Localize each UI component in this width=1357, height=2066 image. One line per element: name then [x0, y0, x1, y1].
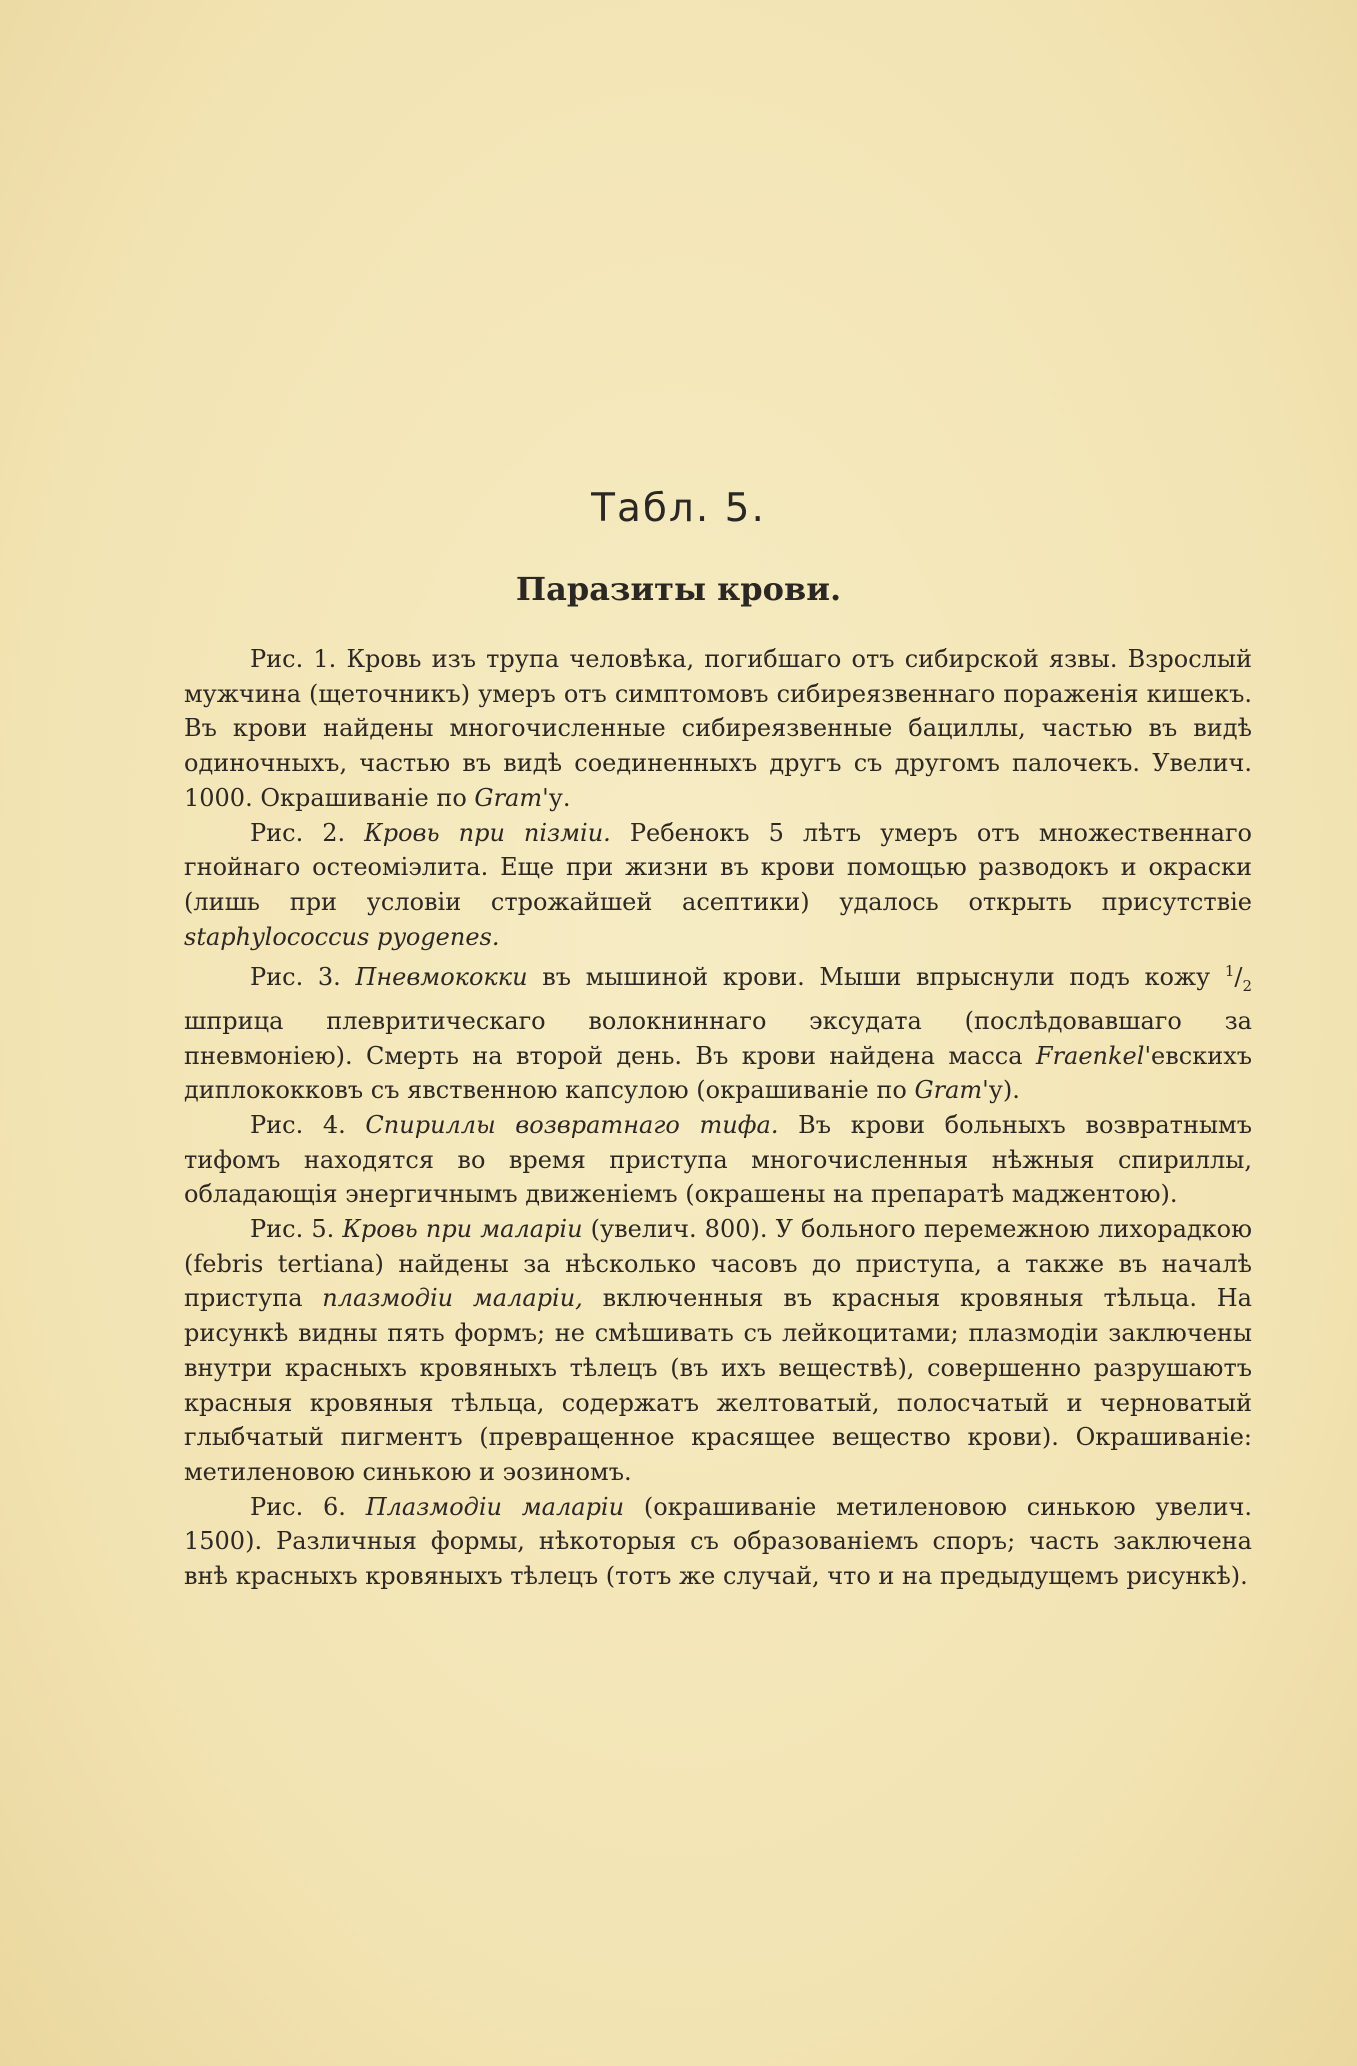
figure-descriptions [184, 642, 1252, 1594]
figure-5-organism: плазмодіи маларіи, [322, 1284, 583, 1313]
figure-4-text: Въ крови больныхъ возвратнымъ тифомъ находятся во время приступа многочисленныя нѣжныя спириллы, обладающія энергичнымъ движеніемъ (окрашены на препаратѣ маджентою). [184, 1110, 1252, 1209]
figure-3-label: Рис. 3. [250, 963, 356, 992]
figure-4-description [184, 1108, 1252, 1212]
figure-1-emphasis: Gram [474, 783, 543, 812]
figure-1-description [184, 642, 1252, 816]
figure-6-title: Плазмодіи маларіи [365, 1492, 625, 1521]
figure-5-description [184, 1212, 1252, 1490]
figure-1-text: Рис. 1. Кровь изъ трупа человѣка, погибшаго отъ сибирской язвы. Взрослый мужчина (щеточникъ) умеръ отъ симптомовъ сибиреязвеннаго пораженія кишекъ. Въ крови найдены многочисленные сибиреязвенные бациллы, частью въ видѣ одиночныхъ, частью въ видѣ соединенныхъ другъ съ другомъ палочекъ. Увелич. 1000. Окрашиваніе по [184, 645, 1252, 812]
figure-2-species: staphylococcus pyogenes. [184, 922, 500, 951]
figure-3-text-2: 'евскихъ диплококковъ съ явственною капсулою (окрашиваніе по [184, 1041, 1252, 1105]
figure-6-label: Рис. 6. [250, 1492, 366, 1521]
figure-2-text: Ребенокъ 5 лѣтъ умеръ отъ множественнаго гнойнаго остеоміэлита. Еще при жизни въ крови помощью разводокъ и окраски (лишь при условіи строжайшей асептики) удалось открыть присутствіе [184, 818, 1252, 916]
figure-2-label: Рис. 2. [250, 818, 365, 847]
figure-5-text: (увелич. 800). У больного перемежною лихорадкою (febris tertiana) найдены за нѣсколько часовъ до приступа, а также въ началѣ приступа [184, 1215, 1252, 1313]
figure-3-text-end: 'у). [982, 1076, 1020, 1105]
figure-5-title: Кровь при маларіи [342, 1215, 583, 1244]
figure-2-description [184, 816, 1252, 955]
figure-6-description [184, 1490, 1252, 1594]
figure-3-description [184, 954, 1252, 1108]
plate-number: Табл. 5. [591, 486, 766, 531]
section-title: Паразиты крови. [515, 570, 842, 608]
figure-3-title: Пневмококки [355, 963, 528, 992]
figure-4-title: Спириллы возвратнаго тифа. [365, 1110, 779, 1139]
figure-2-title: Кровь при пізміи. [364, 818, 611, 847]
figure-3-stain-name: Gram [914, 1076, 983, 1105]
figure-1-text-end: 'у. [542, 783, 571, 812]
fraction-denominator: 2 [1242, 977, 1252, 996]
fraction-one-half: $^1/_2$ [1224, 962, 1252, 996]
figure-5-label: Рис. 5. [250, 1215, 343, 1244]
figure-5-text-end: включенныя въ красныя кровяныя тѣльца. На рисункѣ видны пять формъ; не смѣшивать съ лейкоцитами; плазмодіи заключены внутри красныхъ кровяныхъ тѣлецъ (въ ихъ веществѣ), совершенно разрушаютъ красныя кровяныя тѣльца, содержатъ желтоватый, полосчатый и черноватый глыбчатый пигментъ (превращенное красящее вещество крови). Окрашиваніе: метиленовою синькою и эозиномъ. [184, 1284, 1252, 1486]
figure-3-text-middle: шприца плевритическаго волокниннаго эксудата (послѣдовавшаго за пневмоніею). Смерть на второй день. Въ крови найдена масса [184, 1006, 1252, 1070]
fraction-numerator: 1 [1224, 962, 1235, 981]
figure-4-label: Рис. 4. [250, 1110, 366, 1139]
figure-3-text: въ мышиной крови. Мыши впрыснули подъ кожу [527, 963, 1225, 992]
figure-3-author: Fraenkel [1035, 1041, 1145, 1070]
figure-6-text: (окрашиваніе метиленовою синькою увелич. 1500). Различныя формы, нѣкоторыя съ образованіемъ споръ; часть заключена внѣ красныхъ кровяныхъ тѣлецъ (тотъ же случай, что и на предыдущемъ рисункѣ). [184, 1492, 1252, 1591]
